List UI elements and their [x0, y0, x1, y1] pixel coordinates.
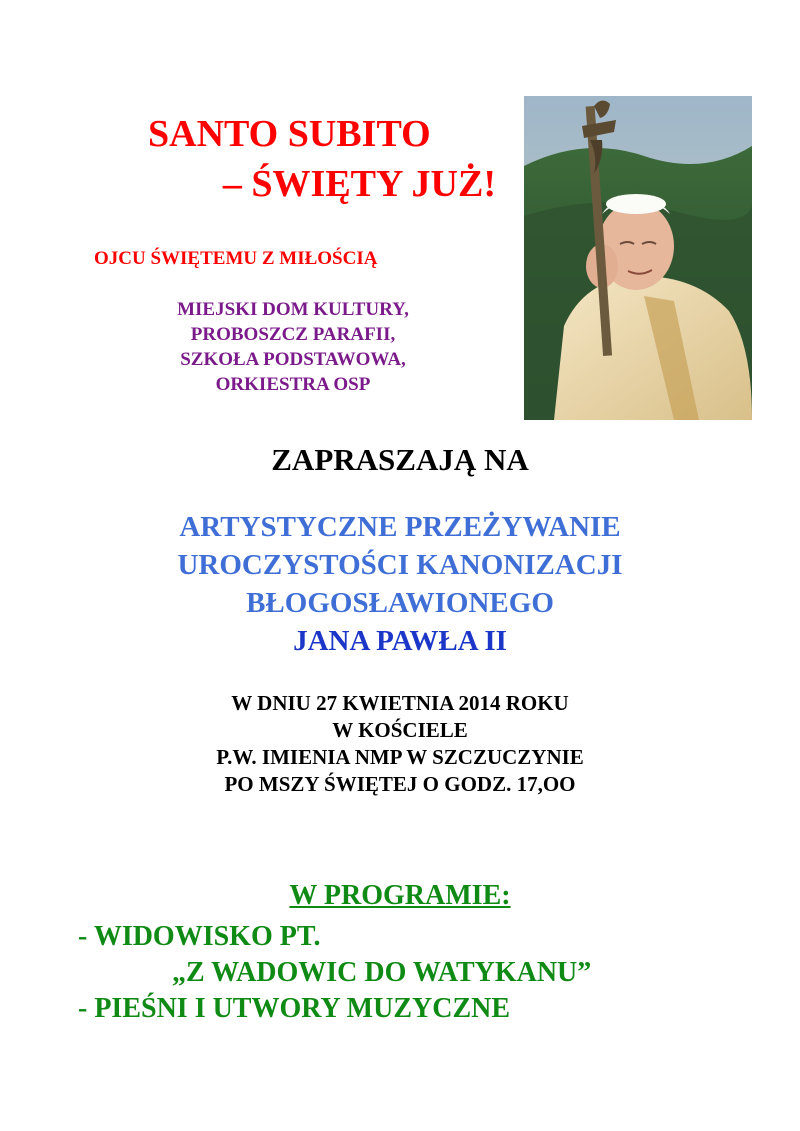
pope-photo-illustration [524, 96, 752, 420]
organizer-item: ORKIESTRA OSP [215, 374, 371, 395]
pope-photo [524, 96, 752, 420]
invite-heading: ZAPRASZAJĄ NA [271, 442, 529, 477]
event-title-line: ARTYSTYCZNE PRZEŻYWANIE [179, 511, 621, 543]
event-title-block [0, 508, 800, 660]
poster-title-line-1: SANTO SUBITO [148, 113, 431, 155]
organizer-item: SZKOŁA PODSTAWOWA, [180, 349, 406, 370]
event-details [0, 690, 800, 798]
program-heading: W PROGRAMIE: [289, 880, 511, 911]
organizer-item: MIEJSKI DOM KULTURY, [177, 299, 409, 320]
poster-title-line-2: – ŚWIĘTY JUŻ! [222, 163, 496, 205]
organizers-list [128, 297, 458, 397]
event-honoree-name: JANA PAWŁA II [293, 625, 507, 657]
dedication-text: OJCU ŚWIĘTEMU Z MIŁOŚCIĄ [94, 248, 378, 269]
program-item: - WIDOWISKO PT. [78, 921, 321, 952]
program-item-title: „Z WADOWIC DO WATYKANU” [172, 957, 592, 988]
event-date: W DNIU 27 KWIETNIA 2014 ROKU [231, 691, 569, 715]
program-item: - PIEŚNI I UTWORY MUZYCZNE [78, 993, 511, 1024]
event-place-line: P.W. IMIENIA NMP W SZCZUCZYNIE [216, 745, 584, 769]
event-place-line: W KOŚCIELE [332, 718, 468, 742]
event-title-line: UROCZYSTOŚCI KANONIZACJI [177, 549, 623, 581]
organizer-item: PROBOSZCZ PARAFII, [190, 324, 396, 345]
event-title-line: BŁOGOSŁAWIONEGO [246, 587, 554, 619]
event-time: PO MSZY ŚWIĘTEJ O GODZ. 17,OO [224, 772, 576, 796]
